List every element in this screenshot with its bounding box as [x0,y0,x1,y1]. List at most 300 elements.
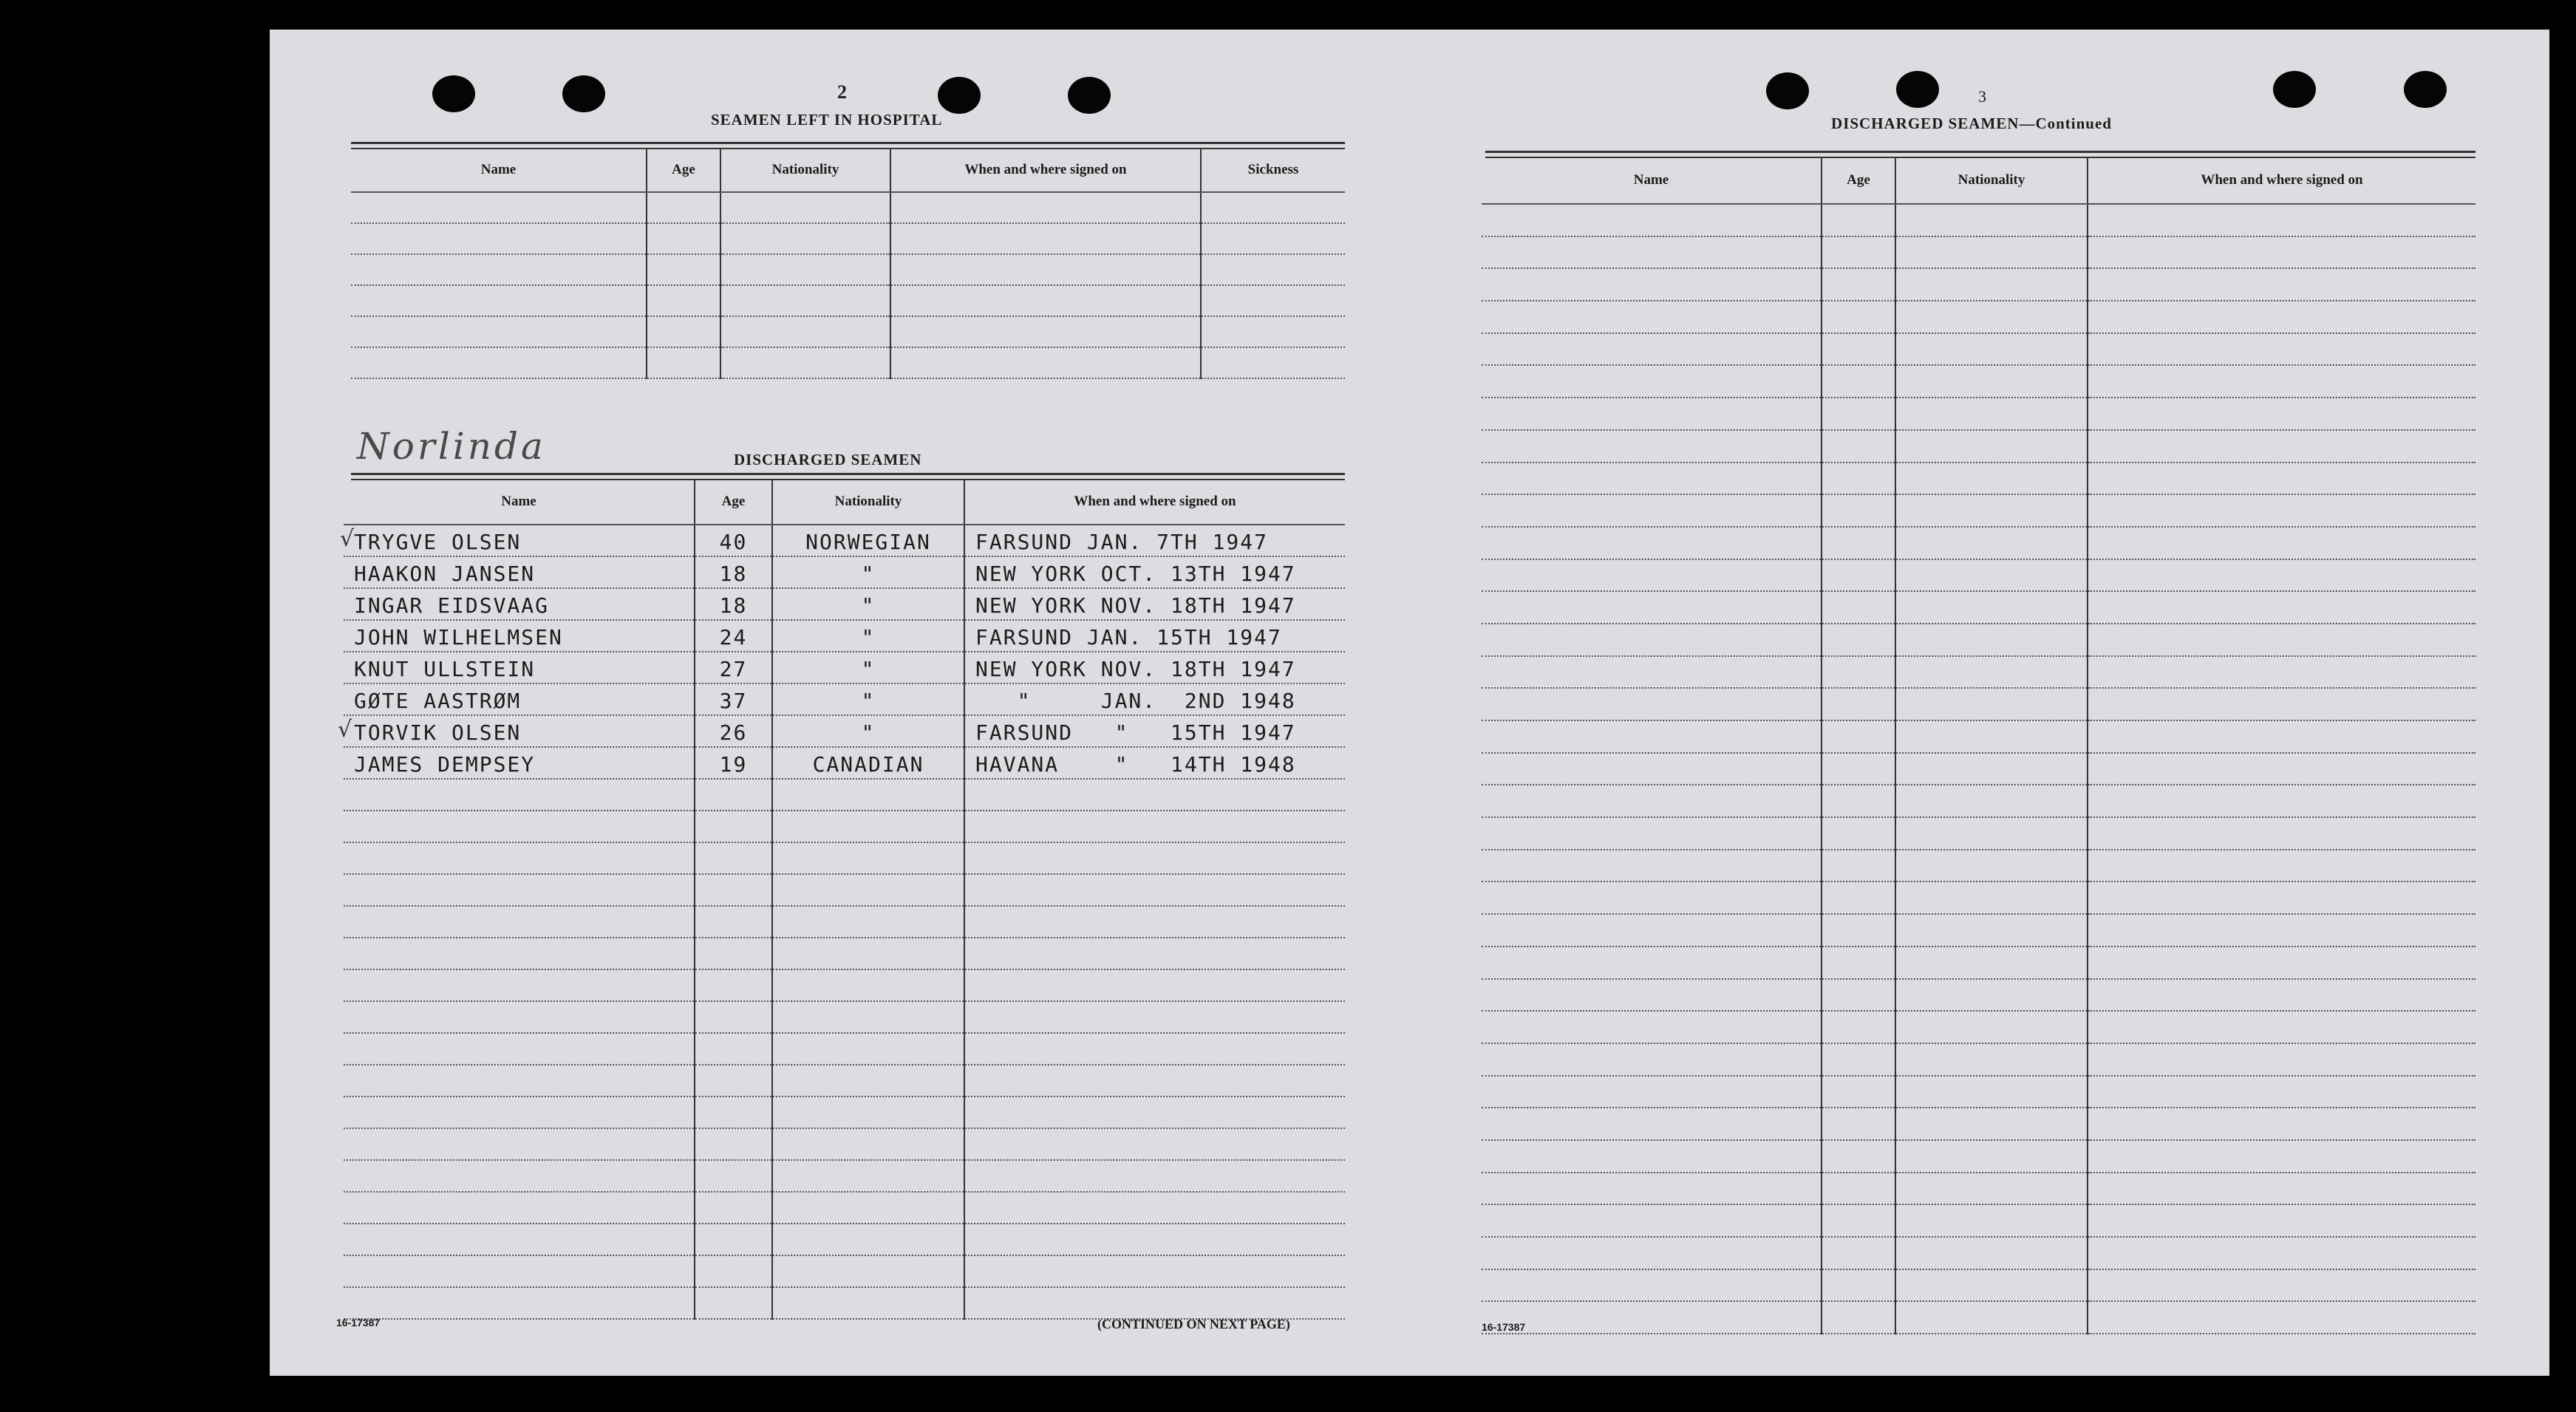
blank-cell [964,906,1345,938]
blank-cell [2088,591,2476,624]
cell-age: 27 [695,652,772,683]
blank-cell [2088,624,2476,656]
blank-cell [772,1001,964,1033]
cell-name: JAMES DEMPSEY [344,747,695,779]
blank-cell [1482,591,1822,624]
blank-cell [344,1255,695,1287]
blank-row [1482,591,2476,624]
blank-row [1482,785,2476,817]
blank-cell [1822,785,1895,817]
blank-cell [720,223,890,254]
blank-row [344,938,1345,969]
blank-cell [2088,430,2476,463]
blank-cell [964,1128,1345,1160]
blank-cell [720,285,890,316]
blank-cell [344,1287,695,1319]
blank-cell [772,779,964,811]
blank-cell [344,1192,695,1224]
blank-cell [1482,720,1822,753]
blank-cell [1482,559,1822,592]
blank-row [1482,559,2476,592]
punch-hole [2273,71,2316,108]
blank-cell [2088,753,2476,785]
blank-row [1482,1301,2476,1334]
blank-cell [2088,881,2476,914]
blank-cell [1895,656,2088,689]
blank-cell [1482,1140,1822,1173]
blank-cell [2088,1301,2476,1334]
blank-row [1482,1043,2476,1076]
cell-signed-on: HAVANA " 14TH 1948 [964,747,1345,779]
blank-cell [720,347,890,378]
blank-cell [772,1065,964,1096]
continued-table [1482,157,2476,1334]
blank-row [1482,881,2476,914]
blank-cell [772,1033,964,1065]
blank-cell [1482,1011,1822,1043]
blank-cell [2088,463,2476,495]
blank-cell [1895,301,2088,333]
blank-cell [1822,236,1895,269]
blank-cell [1482,688,1822,720]
blank-cell [2088,1269,2476,1302]
blank-row [344,779,1345,811]
blank-cell [1895,268,2088,301]
column-header-nationality: Nationality [720,148,890,192]
blank-cell [772,969,964,1001]
blank-cell [2088,236,2476,269]
blank-row [344,1224,1345,1255]
blank-cell [1482,1269,1822,1302]
blank-cell [1482,430,1822,463]
blank-cell [2088,494,2476,527]
blank-cell [1201,254,1345,285]
cell-name: TRYGVE OLSEN [344,525,695,556]
blank-cell [964,1287,1345,1319]
blank-cell [344,1001,695,1033]
blank-cell [1895,591,2088,624]
blank-cell [1895,1140,2088,1173]
blank-row [1482,753,2476,785]
blank-cell [1482,398,1822,430]
blank-cell [1822,850,1895,882]
blank-cell [695,1096,772,1128]
blank-row [1482,1140,2476,1173]
blank-cell [2088,1204,2476,1237]
blank-cell [2088,1173,2476,1205]
blank-cell [1482,979,1822,1012]
blank-cell [890,223,1201,254]
blank-cell [351,316,647,347]
blank-row [1482,1269,2476,1302]
blank-row [1482,914,2476,947]
blank-cell [1822,1043,1895,1076]
blank-cell [351,192,647,223]
blank-row [1482,1237,2476,1269]
cell-signed-on: NEW YORK NOV. 18TH 1947 [964,652,1345,683]
blank-cell [1895,914,2088,947]
blank-cell [964,874,1345,906]
blank-row [344,1065,1345,1096]
blank-cell [772,1096,964,1128]
blank-cell [647,316,720,347]
blank-cell [1895,624,2088,656]
column-header-signed-on: When and where signed on [964,479,1345,525]
blank-cell [964,938,1345,969]
form-code: 16-17387 [336,1317,381,1329]
blank-cell [695,938,772,969]
blank-cell [1822,979,1895,1012]
blank-cell [1482,753,1822,785]
blank-cell [1895,1043,2088,1076]
cell-age: 26 [695,715,772,747]
blank-cell [344,842,695,874]
blank-row [344,969,1345,1001]
column-header-name: Name [1482,157,1822,204]
blank-cell [1822,914,1895,947]
blank-cell [695,906,772,938]
cell-name: TORVIK OLSEN [344,715,695,747]
blank-cell [1895,720,2088,753]
blank-row [1482,979,2476,1012]
blank-cell [1822,1011,1895,1043]
blank-cell [344,969,695,1001]
cell-age: 24 [695,620,772,652]
blank-row [1482,430,2476,463]
blank-row [1482,817,2476,850]
blank-cell [344,906,695,938]
blank-row [1482,1076,2476,1108]
blank-row [1482,527,2476,559]
blank-row [344,1096,1345,1128]
blank-cell [1482,947,1822,979]
blank-cell [772,1128,964,1160]
cell-nationality: " [772,556,964,588]
blank-row [344,1001,1345,1033]
blank-cell [1822,430,1895,463]
blank-row [1482,1204,2476,1237]
column-header-age: Age [695,479,772,525]
hospital-section-title: SEAMEN LEFT IN HOSPITAL [711,111,943,129]
punch-hole [562,75,605,112]
blank-cell [1482,494,1822,527]
blank-cell [1822,1173,1895,1205]
blank-row [344,842,1345,874]
table-row [344,620,1345,652]
blank-cell [1822,463,1895,495]
blank-cell [695,811,772,842]
column-header-age: Age [1822,157,1895,204]
blank-cell [1895,494,2088,527]
blank-cell [344,811,695,842]
blank-cell [1482,624,1822,656]
blank-row [351,223,1345,254]
blank-cell [351,347,647,378]
blank-cell [2088,914,2476,947]
blank-cell [344,1128,695,1160]
blank-cell [964,811,1345,842]
blank-cell [2088,688,2476,720]
blank-cell [2088,365,2476,398]
blank-cell [1895,1011,2088,1043]
blank-cell [1895,333,2088,366]
blank-cell [1482,365,1822,398]
blank-cell [1895,1237,2088,1269]
blank-cell [772,1287,964,1319]
blank-cell [772,906,964,938]
cell-signed-on: FARSUND " 15TH 1947 [964,715,1345,747]
blank-cell [2088,720,2476,753]
blank-cell [1822,947,1895,979]
blank-cell [772,842,964,874]
blank-row [351,254,1345,285]
top-rule [351,142,1345,144]
blank-cell [1822,1269,1895,1302]
blank-cell [1822,559,1895,592]
blank-cell [890,316,1201,347]
blank-row [1482,494,2476,527]
discharged-section-title: DISCHARGED SEAMEN [734,451,922,468]
blank-row [344,1255,1345,1287]
left-page [270,30,1400,1376]
blank-row [344,811,1345,842]
blank-cell [1482,817,1822,850]
blank-cell [890,192,1201,223]
blank-cell [1201,347,1345,378]
blank-cell [964,842,1345,874]
blank-cell [1822,365,1895,398]
cell-name: INGAR EIDSVAAG [344,588,695,620]
blank-cell [2088,301,2476,333]
blank-cell [720,192,890,223]
top-rule [1485,151,2476,153]
blank-cell [1822,591,1895,624]
blank-cell [964,1096,1345,1128]
blank-row [1482,268,2476,301]
cell-nationality: CANADIAN [772,747,964,779]
blank-row [351,192,1345,223]
blank-cell [1482,656,1822,689]
blank-cell [351,285,647,316]
blank-cell [344,874,695,906]
blank-cell [1482,1043,1822,1076]
blank-cell [964,1065,1345,1096]
cell-nationality: " [772,715,964,747]
blank-cell [964,1033,1345,1065]
blank-cell [1895,1108,2088,1140]
blank-cell [964,1192,1345,1224]
blank-cell [695,842,772,874]
blank-cell [964,1160,1345,1192]
punch-hole [938,77,981,114]
blank-cell [647,285,720,316]
blank-cell [2088,1140,2476,1173]
cell-signed-on: FARSUND JAN. 7TH 1947 [964,525,1345,556]
blank-cell [1822,881,1895,914]
blank-cell [344,779,695,811]
blank-cell [695,1160,772,1192]
cell-age: 19 [695,747,772,779]
blank-cell [1822,527,1895,559]
blank-cell [2088,268,2476,301]
blank-cell [344,1033,695,1065]
blank-cell [1822,301,1895,333]
column-header-nationality: Nationality [1895,157,2088,204]
blank-cell [647,347,720,378]
blank-cell [2088,947,2476,979]
blank-cell [890,254,1201,285]
blank-cell [2088,333,2476,366]
blank-cell [1822,268,1895,301]
blank-cell [1895,527,2088,559]
table-row [344,588,1345,620]
blank-row [1482,947,2476,979]
blank-cell [1822,753,1895,785]
column-header-signed-on: When and where signed on [2088,157,2476,204]
blank-cell [695,969,772,1001]
blank-cell [695,779,772,811]
blank-cell [351,254,647,285]
blank-row [344,1287,1345,1319]
cell-nationality: NORWEGIAN [772,525,964,556]
blank-cell [647,223,720,254]
cell-age: 37 [695,683,772,715]
column-header-signed-on: When and where signed on [890,148,1201,192]
blank-cell [890,285,1201,316]
blank-row [1482,204,2476,236]
cell-name: JOHN WILHELMSEN [344,620,695,652]
cell-nationality: " [772,620,964,652]
blank-cell [1895,753,2088,785]
column-header-sickness: Sickness [1201,148,1345,192]
blank-cell [1895,1204,2088,1237]
blank-cell [2088,1043,2476,1076]
column-header-age: Age [647,148,720,192]
blank-cell [1482,850,1822,882]
blank-cell [772,1255,964,1287]
blank-cell [772,811,964,842]
blank-row [1482,333,2476,366]
blank-row [344,1128,1345,1160]
blank-cell [1482,527,1822,559]
blank-cell [772,1192,964,1224]
blank-cell [1895,979,2088,1012]
blank-cell [1895,785,2088,817]
cell-signed-on: NEW YORK OCT. 13TH 1947 [964,556,1345,588]
blank-cell [720,254,890,285]
blank-cell [1895,1269,2088,1302]
blank-row [1482,236,2476,269]
blank-cell [1822,1076,1895,1108]
blank-cell [1482,236,1822,269]
cell-signed-on: " JAN. 2ND 1948 [964,683,1345,715]
blank-cell [1822,656,1895,689]
blank-cell [720,316,890,347]
table-row [344,652,1345,683]
section-rule [351,473,1345,475]
blank-cell [1895,236,2088,269]
blank-cell [2088,527,2476,559]
blank-cell [1822,817,1895,850]
blank-row [1482,301,2476,333]
document-scan [270,30,2549,1376]
punch-hole [1896,71,1939,108]
blank-cell [1895,1301,2088,1334]
blank-cell [1482,914,1822,947]
blank-row [1482,850,2476,882]
cell-nationality: " [772,652,964,683]
check-mark: √ [338,717,352,743]
cell-name: KNUT ULLSTEIN [344,652,695,683]
blank-cell [964,1001,1345,1033]
table-row [344,525,1345,556]
discharged-table [344,479,1345,1320]
blank-cell [351,223,647,254]
blank-cell [890,347,1201,378]
blank-cell [1822,1140,1895,1173]
blank-cell [1482,1237,1822,1269]
punch-hole [432,75,475,112]
blank-row [344,1160,1345,1192]
blank-cell [695,1255,772,1287]
blank-cell [2088,1108,2476,1140]
blank-cell [964,779,1345,811]
blank-cell [695,1192,772,1224]
blank-cell [964,969,1345,1001]
blank-cell [2088,785,2476,817]
blank-cell [1201,316,1345,347]
blank-row [344,906,1345,938]
blank-row [1482,1011,2476,1043]
blank-cell [1482,785,1822,817]
blank-cell [1822,1204,1895,1237]
blank-cell [2088,656,2476,689]
page-number: 3 [1978,87,1986,106]
blank-row [1482,624,2476,656]
blank-cell [2088,1011,2476,1043]
blank-cell [1482,301,1822,333]
punch-hole [1068,77,1111,114]
form-code: 16-17387 [1482,1321,1526,1333]
blank-cell [772,874,964,906]
blank-cell [1895,463,2088,495]
table-row [344,715,1345,747]
blank-cell [964,1255,1345,1287]
punch-hole [1766,72,1809,109]
blank-cell [1822,398,1895,430]
blank-cell [1895,430,2088,463]
table-row [344,683,1345,715]
blank-cell [2088,204,2476,236]
blank-cell [2088,559,2476,592]
blank-row [1482,1108,2476,1140]
blank-cell [1895,817,2088,850]
blank-cell [1895,688,2088,720]
blank-row [351,316,1345,347]
blank-row [344,1192,1345,1224]
blank-row [1482,1173,2476,1205]
blank-row [1482,688,2476,720]
blank-cell [2088,1076,2476,1108]
blank-cell [2088,1237,2476,1269]
blank-cell [1822,688,1895,720]
blank-cell [1482,1108,1822,1140]
handwritten-signature: Norlinda [357,425,546,468]
blank-cell [1822,1237,1895,1269]
blank-cell [344,1065,695,1096]
cell-name: GØTE AASTRØM [344,683,695,715]
blank-cell [1482,1076,1822,1108]
